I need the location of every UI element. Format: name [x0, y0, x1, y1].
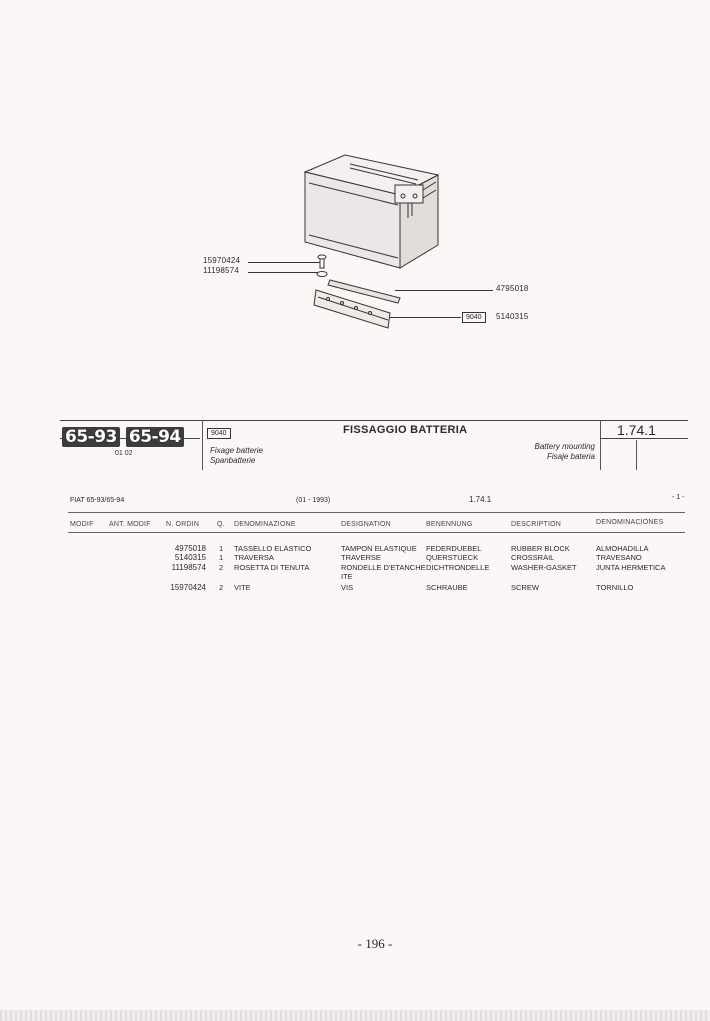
- group-code-box: 9040: [462, 312, 486, 323]
- date-range: (01 - 1993): [296, 497, 331, 504]
- name-de: FEDERDUEBEL: [426, 544, 482, 553]
- col-benennung: BENENNUNG: [426, 521, 473, 528]
- quantity: 1: [219, 544, 224, 553]
- header-group-box: 9040: [207, 428, 231, 439]
- battery-diagram: [290, 150, 450, 340]
- part-number: 11198574: [171, 563, 206, 572]
- callout-11198574: 11198574: [203, 266, 240, 275]
- name-de: QUERSTUECK: [426, 553, 479, 562]
- col-designation: DESIGNATION: [341, 521, 391, 528]
- name-es: TRAVESANO: [596, 553, 642, 562]
- page-number: - 196 -: [357, 936, 393, 951]
- quantity: 2: [219, 583, 224, 592]
- name-fr-cont: ITE: [341, 572, 353, 581]
- callout-line: [248, 262, 320, 263]
- quantity: 1: [219, 553, 224, 562]
- name-it: TRAVERSA: [234, 553, 274, 562]
- table-rule-top: [68, 512, 685, 513]
- name-es: JUNTA HERMETICA: [596, 563, 666, 572]
- quantity: 2: [219, 563, 224, 572]
- part-number: 4975018: [174, 544, 206, 553]
- name-fr: VIS: [341, 583, 354, 592]
- callout-4795018: 4795018: [496, 284, 529, 293]
- callout-line: [395, 290, 493, 291]
- title-en: Battery mounting: [534, 442, 595, 451]
- col-qty: Q.: [217, 521, 225, 528]
- scan-edge: [0, 1010, 710, 1021]
- col-description: DESCRIPTION: [511, 521, 562, 528]
- col-denominazione: DENOMINAZIONE: [234, 521, 296, 528]
- model-badges: [62, 427, 184, 447]
- name-it: ROSETTA DI TENUTA: [234, 563, 310, 572]
- callout-5140315: 5140315: [496, 312, 529, 321]
- name-es: ALMOHADILLA: [596, 544, 649, 553]
- header-divider: [202, 420, 203, 470]
- name-fr: RONDELLE D'ETANCHE: [341, 563, 426, 572]
- name-en: RUBBER BLOCK: [511, 544, 570, 553]
- callout-line: [390, 317, 461, 318]
- date-code: 01 02: [115, 450, 133, 457]
- section-number: 1.74.1: [617, 422, 656, 438]
- sheet-number: - 1 -: [672, 494, 685, 501]
- col-ant-modif: ANT. MODIF: [109, 521, 151, 528]
- header-section-rule: [600, 438, 688, 439]
- name-it: VITE: [234, 583, 251, 592]
- col-denominaciones: DENOMINACIONES: [596, 519, 664, 526]
- model-line: FIAT 65-93/65-94: [70, 497, 125, 504]
- name-fr: TAMPON ELASTIQUE: [341, 544, 417, 553]
- page-title: FISSAGGIO BATTERIA: [343, 424, 468, 436]
- title-es: Fisaje bateria: [546, 452, 595, 461]
- name-es: TORNILLO: [596, 583, 634, 592]
- col-modif: MODIF: [70, 521, 94, 528]
- callout-line: [248, 272, 318, 273]
- name-en: CROSSRAIL: [511, 553, 555, 562]
- name-it: TASSELLO ELASTICO: [234, 544, 312, 553]
- name-en: SCREW: [511, 583, 539, 592]
- header-divider: [600, 420, 601, 470]
- callout-15970424: 15970424: [203, 256, 241, 265]
- sub-section: 1.74.1: [469, 495, 492, 504]
- name-de: DICHTRONDELLE: [426, 563, 490, 572]
- model-badge: 65-93: [62, 427, 120, 447]
- table-rule-bottom: [68, 532, 685, 533]
- part-number: 5140315: [174, 553, 206, 562]
- part-number: 15970424: [170, 583, 206, 592]
- col-part-number: N. ORDIN: [166, 521, 200, 528]
- name-fr: TRAVERSE: [341, 553, 381, 562]
- model-badge: 65-94: [126, 427, 184, 447]
- header-top-rule: [60, 420, 688, 421]
- name-en: WASHER-GASKET: [511, 563, 577, 572]
- title-de: Spanbatterie: [210, 456, 256, 465]
- name-de: SCHRAUBE: [426, 583, 468, 592]
- title-fr: Fixage batterie: [210, 446, 263, 455]
- header-divider: [636, 440, 637, 470]
